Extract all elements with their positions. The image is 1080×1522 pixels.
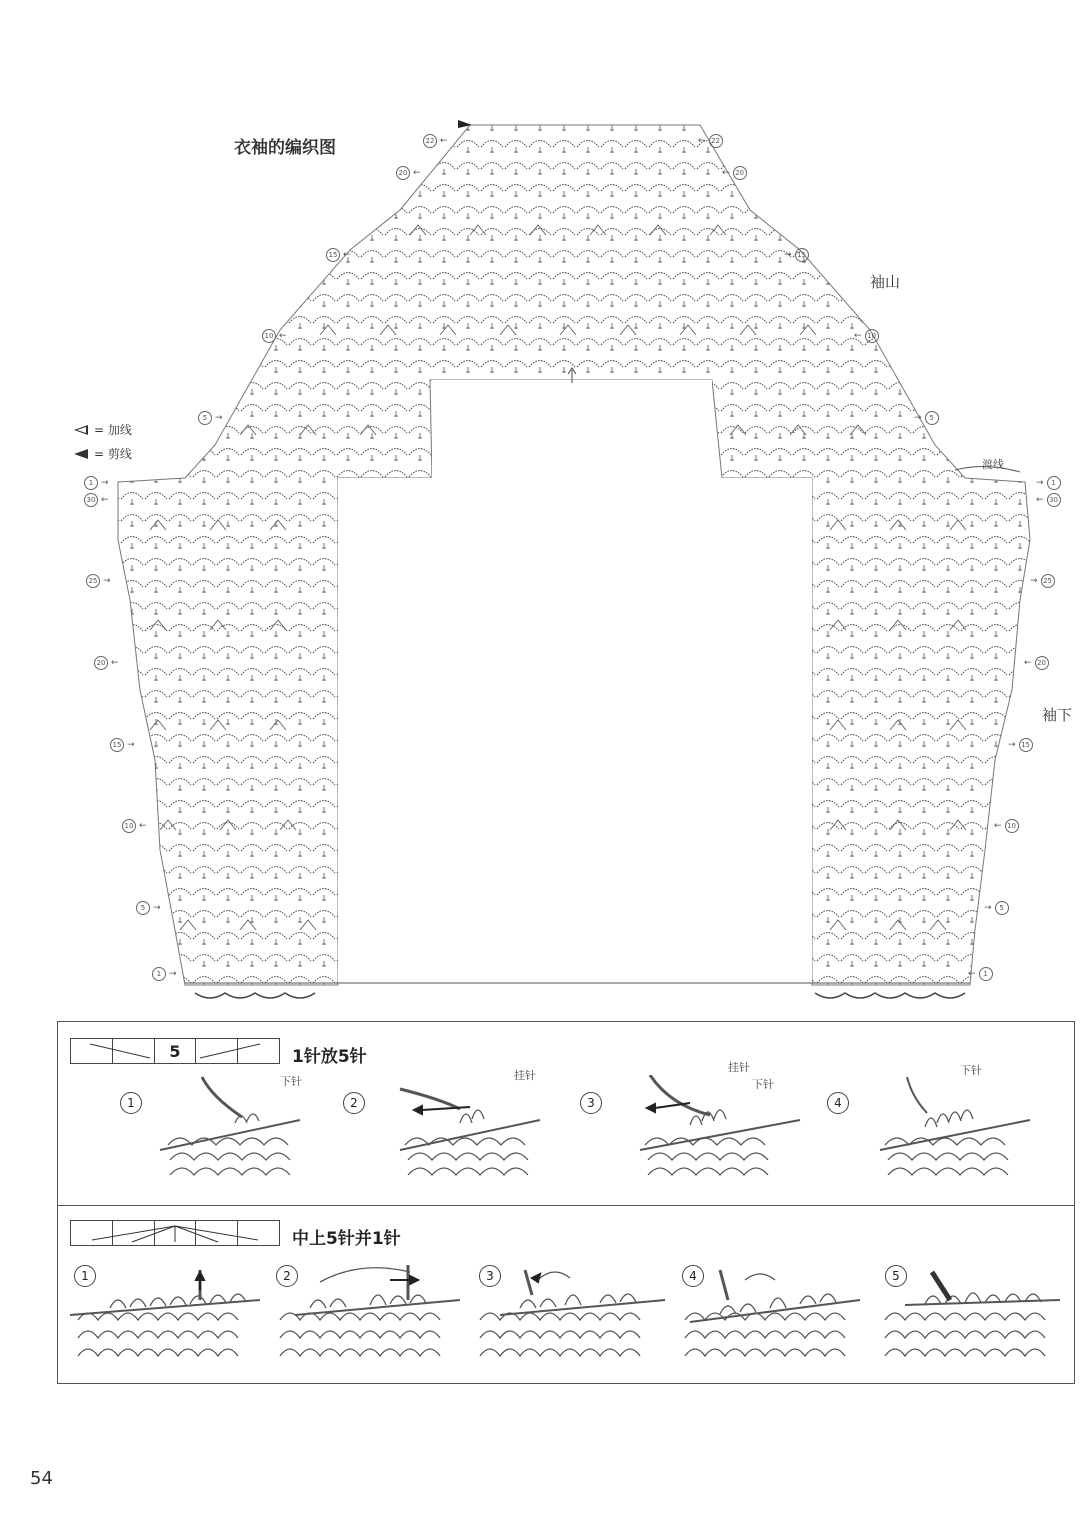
increase-title: 1针放5针	[292, 1047, 367, 1067]
row-mark-right: ← 20	[722, 166, 747, 180]
row-mark-left: 25 →	[86, 574, 111, 588]
increase-step-note: 挂针	[728, 1061, 750, 1074]
row-mark-right: → 1	[1036, 476, 1061, 490]
page-number: 54	[30, 1468, 53, 1489]
row-mark-left: 30 ←	[84, 493, 109, 507]
increase-step-number: 2	[343, 1092, 365, 1114]
row-mark-left: 22 ←	[423, 134, 448, 148]
increase-step-note: 下针	[960, 1064, 982, 1077]
row-mark-right: ← 20	[1024, 656, 1049, 670]
decrease-step-number: 3	[479, 1265, 501, 1287]
sleeve-cap-label: 袖山	[870, 273, 901, 291]
row-mark-left: 1 →	[152, 967, 177, 981]
increase-step-number: 1	[120, 1092, 142, 1114]
row-mark-left: 10 ←	[262, 329, 287, 343]
row-mark-left: 15 →	[110, 738, 135, 752]
increase-step-note: 挂针	[514, 1069, 536, 1082]
decrease-step-number: 5	[885, 1265, 907, 1287]
decrease-step-number: 1	[74, 1265, 96, 1287]
increase-step-note: 下针	[752, 1078, 774, 1091]
row-mark-right: → 15	[784, 248, 809, 262]
row-mark-right: → 25	[1030, 574, 1055, 588]
increase-step-number: 4	[827, 1092, 849, 1114]
row-mark-right: ← 10	[854, 329, 879, 343]
decrease-illustrations	[70, 1260, 1070, 1370]
decrease-step-number: 2	[276, 1265, 298, 1287]
bottom-edging	[195, 993, 965, 998]
row-mark-right: ← 30	[1036, 493, 1061, 507]
row-mark-right: → 5	[984, 901, 1009, 915]
legend-cut-yarn: = 剪线	[94, 447, 132, 461]
row-mark-left: 10 ←	[122, 819, 147, 833]
sleeve-under-label: 袖下	[1042, 706, 1073, 724]
row-mark-right: ← 1	[968, 967, 993, 981]
increase-symbol-lines	[70, 1038, 280, 1064]
carry-yarn-label: 渡线	[982, 458, 1004, 471]
increase-illustrations	[150, 1075, 1050, 1190]
instructions-divider	[57, 1205, 1075, 1206]
increase-step-note: 下针	[280, 1075, 302, 1088]
legend-add-yarn: = 加线	[94, 423, 132, 437]
increase-symbol-number: 5	[155, 1039, 197, 1063]
row-mark-left: 1 →	[84, 476, 109, 490]
row-mark-left: 5 →	[136, 901, 161, 915]
row-mark-left: 20 ←	[396, 166, 421, 180]
decrease-step-number: 4	[682, 1265, 704, 1287]
row-mark-right: → 5	[914, 411, 939, 425]
decrease-symbol-lines	[70, 1220, 280, 1246]
row-mark-right: ← 10	[994, 819, 1019, 833]
row-mark-left: 5 →	[198, 411, 223, 425]
page-title: 衣袖的编织图	[234, 138, 336, 158]
row-mark-left: 20 ←	[94, 656, 119, 670]
increase-step-number: 3	[580, 1092, 602, 1114]
row-mark-right: ← 22	[698, 134, 723, 148]
decrease-title: 中上5针并1针	[292, 1229, 401, 1249]
row-mark-right: → 15	[1008, 738, 1033, 752]
row-mark-left: 15 ←	[326, 248, 351, 262]
